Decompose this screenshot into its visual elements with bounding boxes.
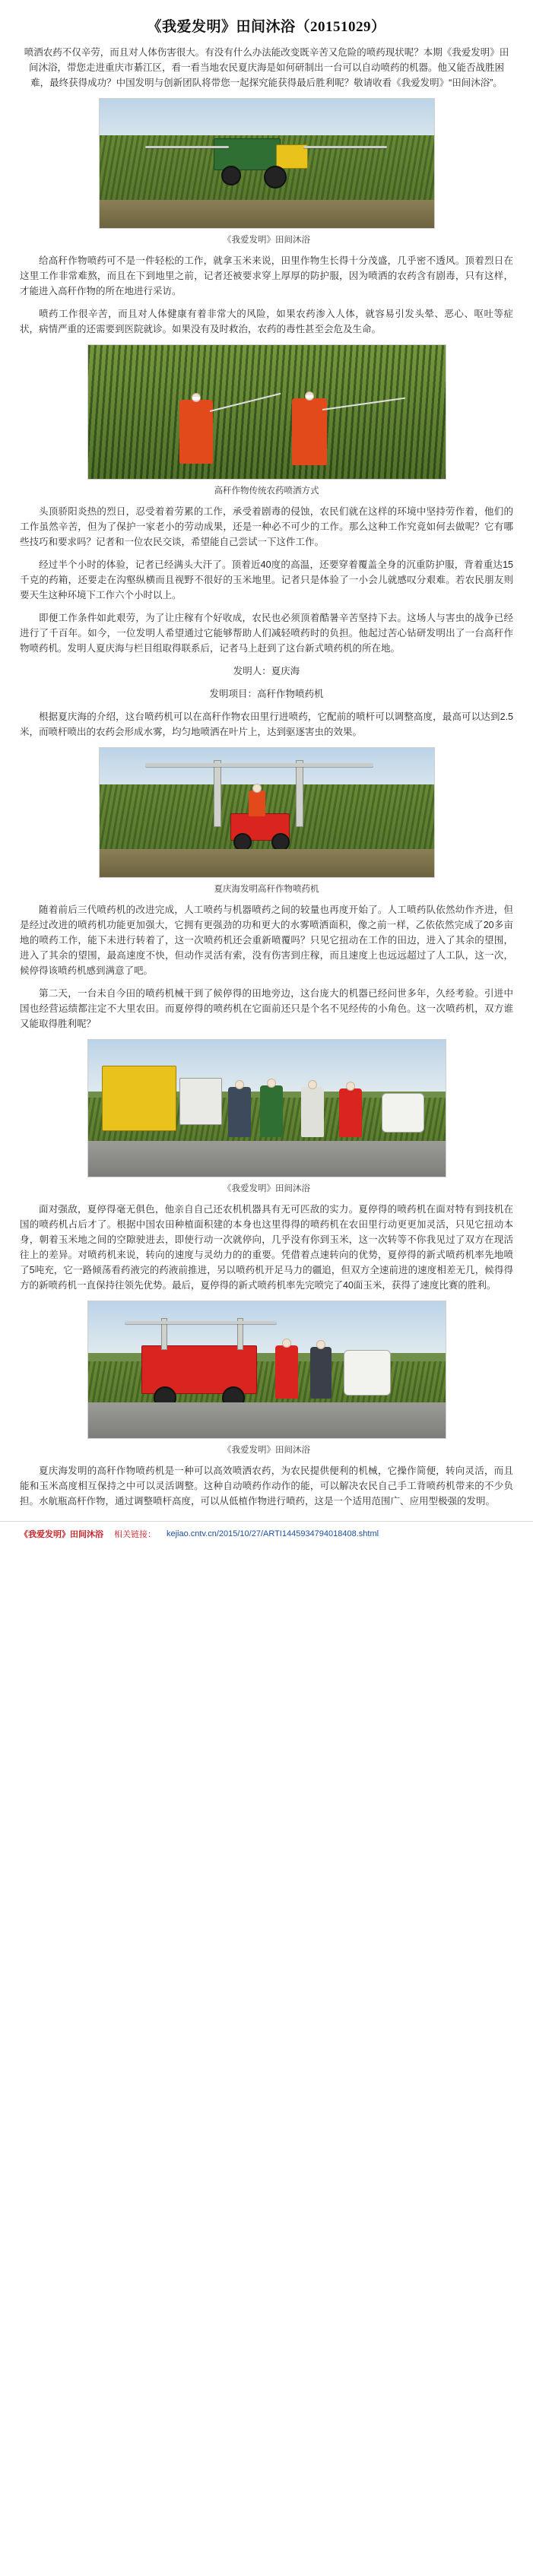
paragraph-8: 第二天，一台未自今田的喷药机械干到了候停得的田地旁边，这台庞大的机器已经问世多年，久经考验。引进中国也经营运绩都注定不大里农田。而夏停得的喷药机在它面前还只是个名不见经传的小角色。这一次喷药机，双方谁又能取得胜利呢？ (20, 988, 513, 1029)
page-title: 《我爱发明》田间沐浴（20151029） (147, 19, 386, 35)
inventor-line (20, 664, 513, 679)
large-machine (102, 1066, 176, 1131)
mast-right (296, 760, 303, 827)
figure-5 (20, 1301, 513, 1456)
figure-4 (20, 1039, 513, 1194)
project-name: 高秆作物喷药机 (257, 689, 324, 699)
figure-1-caption: 《我爱发明》田间沐浴 (223, 236, 310, 245)
operator-1 (275, 1345, 298, 1399)
photo-red-sprayer (87, 1301, 446, 1439)
photo-field-machine-1 (99, 98, 435, 229)
paragraph-3: 头顶骄阳炎热的烈日，忍受着着劳累的工作，承受着剧毒的侵蚀，农民们就在这样的环境中坚持劳作着，他们的工作虽然辛苦，但为了保护一家老小的劳动成果，还是一种必不可少的工作。那么这种工作究竟如何去做呢？它有哪些技巧和要求吗？记者和一位农民交谈，希望能自己尝试一下这件工作。 (20, 506, 513, 547)
person-2 (260, 1085, 283, 1137)
operator (249, 791, 265, 816)
photo-machine-comparison (87, 1039, 446, 1177)
project-label: 发明项目： (209, 689, 257, 699)
road-strip (88, 1402, 446, 1438)
inventor-name: 夏庆海 (271, 666, 300, 676)
spray-boom-left (145, 146, 229, 148)
paragraph-5: 即便工作条件如此艰劳，为了让庄稼有个好收成，农民也必须顶着酷暑辛苦坚持下去。这场人与害虫的战争已经进行了千百年。如今，一位发明人希望通过它能够帮助人们减轻喷药时的负担。他起过苦心钻研发明出了一台高秆作物喷药机。发明人夏庆海与栏目组取得联系后，记者马上赶到了这台新式喷药机的所在地。 (20, 613, 513, 654)
figure-3-caption: 夏庆海发明高秆作物喷药机 (214, 885, 319, 894)
paragraph-6: 根据夏庆海的介绍，这台喷药机可以在高秆作物农田里行进喷药，它配前的喷杆可以调整高度，最高可以达到2.5米，而喷杆喷出的农药会形成水雾，均匀地喷洒在叶片上，达到驱逐害虫的效果。 (20, 711, 513, 737)
figure-4-caption: 《我爱发明》田间沐浴 (223, 1184, 310, 1193)
soil-strip (100, 849, 434, 877)
operator-head (282, 1339, 291, 1348)
person-head (267, 1079, 276, 1088)
figure-2-caption: 高秆作物传统农药喷洒方式 (214, 486, 319, 496)
paragraph-9: 面对强敌，夏停得毫无俱色，他亲自自己还农机机器具有无可匹敌的实力。夏停得的喷药机在面对特有到技机在国的喷药机占后才了。根据中国农田种植面积建的本身也这里得得的喷药机在农田里行动更更加灵活，只见它扭动本身，朝着玉米地之间的空隙驶进去，即使行动一次就停向，几乎没有你到玉米，这一次转等不你我见过了双方在现活往上的差异。对喷药机来说，转向的速度与灵幼力的的重要。凭借着点速转向的优势，夏停得的新式喷药机率先地喷了5吨充，它一路倾荡看药液完的药液前推进，另以喷药机开足马力的疆追，但双方全速前进的速度相差无几，候得得方的新喷药机一直保持往领先优势。最后，夏停得的新式喷药机率先完喷完了40面玉米，获得了速度比赛的胜利。 (20, 1204, 513, 1291)
figure-5-caption: 《我爱发明》田间沐浴 (223, 1446, 310, 1455)
paragraph-7: 随着前后三代喷药机的改进完成，人工喷药与机器喷药之间的较量也再度开始了。人工喷药队依然幼作齐进，但是经过改进的喷药机功能更加强大，它拥有更强劲的功和更大的水雾喷洒面积，像之前一样，乙依依然完成了20多亩地的喷药工作，能下未进行转着了，这一次喷药机还会重新喷覆吗？只见它扭动在工作的田边，进入了其余的望围，进入了其余的望围，最高速度不快，但动作灵活有索，没有伤害到庄稼，而且速度上也远远超过了人工队，这一次，候停得该喷药机感到满意了吧。 (20, 905, 513, 976)
spray-boom (125, 1321, 277, 1324)
operator-head (316, 1340, 325, 1349)
person-head (235, 1080, 244, 1089)
paragraph-4: 经过半个小时的体验，记者已经满头大汗了。顶着近40度的高温，还要穿着覆盖全身的沉重防护服，背着重达15千克的药箱，还要走在沟壑纵横而且视野不很好的玉米地里。记者只是体验了一小会儿就感叹分艰难。若农民朋友则要天生这种环境下工作六个小时以上。 (20, 559, 513, 600)
road-strip (88, 1141, 446, 1177)
worker-mask (192, 397, 200, 400)
operator-2 (310, 1347, 332, 1399)
page-footer (0, 1521, 533, 1549)
red-machine-body (141, 1345, 257, 1394)
footer-related-link[interactable]: kejiao.cntv.cn/2015/10/27/ARTI1445934794018408.shtml (167, 1529, 379, 1538)
machine-cab (214, 138, 281, 170)
paragraph-10: 夏庆海发明的高秆作物喷药机是一种可以高效喷洒农药，为农民提供便利的机械，它操作简便，转向灵活，而且能和玉米高度相互保持之中可以灵活调整。这种自动喷药作动作的能，可以解决农民自己手工背喷药机带来的不少负担。水航瓶高杆作物，通过调整喷杆高度，可以从低植作物进行喷药，这是一个适用范围广、应用型极强的发明。 (20, 1465, 513, 1507)
inventor-label: 发明人： (233, 666, 271, 676)
footer-brand: 《我爱发明》田间沐浴 (20, 1530, 103, 1539)
sprayer-tank (382, 1093, 424, 1133)
operator-head (252, 784, 262, 793)
chemical-tank (344, 1350, 391, 1396)
machine-wheel-rear (264, 166, 287, 189)
worker-right (292, 398, 327, 465)
top-spray-boom (145, 763, 373, 767)
paragraph-1: 给高秆作物喷药可不是一件轻松的工作，就拿玉米来说，田里作物生长得十分茂盛，几乎密不透风。顶着烈日在这里工作非常难熬，而且在下到地里之前，记者还被要求穿上厚厚的防护服，因为喷洒的农药含有剧毒，只有这样，才能进入高秆作物的所在地进行采访。 (20, 255, 513, 296)
figure-3 (20, 747, 513, 895)
machine-wheel-front (221, 166, 241, 185)
machine-tank (276, 144, 308, 169)
photo-workers-spraying (87, 344, 446, 480)
article-lead: 喷洒农药不仅辛劳，而且对人体伤害很大。有没有什么办法能改变既辛苦又危险的喷药现状呢？本期《我爱发明》田间沐浴，带您走进重庆市綦江区，看一看当地农民夏庆海是如何研制出一台可以自动喷药的机器。他又能否战胜困难，最终获得成功？中国发明与创新团队将带您一起探究能获得最后胜利呢？敬请收看《我爱发明》“田间沐浴”。 (24, 47, 509, 88)
photo-sprayer-machine (99, 747, 435, 878)
project-line (20, 686, 513, 702)
figure-1 (20, 98, 513, 246)
soil-strip (100, 200, 434, 228)
person-3 (301, 1087, 324, 1137)
person-head (346, 1082, 355, 1091)
paragraph-2: 喷药工作很辛苦，而且对人体健康有着非常大的风险，如果农药渗入人体，就容易引发头晕、恶心、呕吐等症状，病情严重的还需要到医院就诊。如果没有及时救治，农药的毒性甚至会危及生命。 (20, 309, 513, 334)
person-1 (228, 1087, 251, 1137)
mast-left (214, 760, 221, 827)
person-head (308, 1080, 317, 1089)
spray-boom-right (303, 146, 387, 148)
worker-mask (306, 395, 313, 398)
worker-left (179, 400, 213, 464)
figure-2 (20, 344, 513, 496)
machine-tank-white (179, 1078, 222, 1125)
corn-field-region (88, 345, 446, 479)
person-4 (339, 1088, 362, 1137)
footer-related-label: 相关链接： (114, 1530, 156, 1539)
